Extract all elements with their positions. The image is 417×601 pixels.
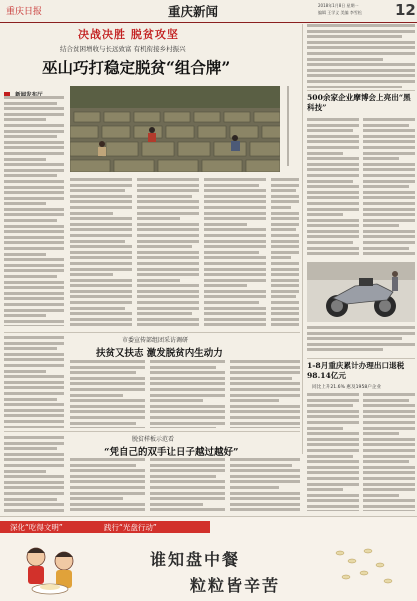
photo-caption: [284, 86, 292, 172]
main-kicker: 结合贫困增收与长远致富 有机衔接乡村振兴: [60, 45, 186, 53]
children-eating-illustration: [18, 539, 88, 597]
rice-grain-icon: [330, 543, 400, 593]
lower-story-column-3: [150, 458, 225, 512]
main-story-column-4: [204, 178, 266, 326]
paper-logo: 重庆日报: [6, 7, 43, 17]
export-story-headline: 1-8月重庆累计办理出口退税98.14亿元: [307, 361, 405, 380]
main-story-left-column: [4, 96, 64, 326]
export-story-subhead: 同比上升21.6% 惠及1958户企业: [312, 385, 382, 390]
ad-rice-grain-decor: [330, 543, 400, 593]
ad-poem-line-1: [150, 547, 240, 570]
motorcycle-photo: [307, 262, 415, 322]
side-story-right-column: [363, 118, 415, 258]
mid-feature-tag: 市委宣传部组团采访调研: [122, 337, 189, 344]
mid-feature-left-text: [4, 336, 64, 428]
ad-slogan-left: 深化“吃得文明”: [10, 523, 63, 532]
export-story-top-rule: [307, 358, 415, 359]
editors-line: 编辑 王学义 美编 李雪松: [318, 10, 362, 15]
lower-story-column-4: [230, 458, 300, 512]
farm-field-image: [70, 86, 280, 172]
ad-illustration: [18, 539, 88, 597]
export-story-left-column: [307, 393, 359, 511]
right-column-top-text: [307, 24, 415, 88]
banner-text: 决战决胜 脱贫攻坚: [78, 28, 179, 41]
main-photo: [70, 86, 280, 172]
main-story-column-5: [271, 178, 299, 326]
ad-poem-line-2-text: 粒粒皆辛苦: [190, 576, 281, 595]
main-story-column-2: [70, 178, 132, 326]
ad-slogan-right: 践行“光盘行动”: [104, 523, 157, 532]
side-story-bottom-text: [307, 326, 415, 356]
column-divider: [302, 24, 303, 454]
ad-poem-line-2: [190, 573, 280, 596]
page-number: 12: [395, 1, 416, 19]
side-story-left-column: [307, 118, 359, 258]
side-story-top-rule: [307, 90, 415, 91]
motorcycle-image: [307, 262, 415, 322]
masthead: [0, 0, 417, 23]
lower-story-column-2: [70, 458, 145, 512]
main-story-column-3: [137, 178, 199, 326]
main-story-banner: [78, 23, 274, 41]
mid-feature-top-rule: [4, 332, 300, 333]
lower-story-column-1: [4, 436, 64, 512]
lower-story-top-rule: [4, 431, 300, 432]
ad-red-banner: [0, 521, 210, 533]
date-line: 2018年1月8日 星期一: [318, 3, 359, 8]
side-story-headline: 500余家企业摩博会上亮出“黑科技”: [307, 93, 411, 112]
mid-feature-column-4: [230, 360, 300, 428]
ad-poem-line-1-text: 谁知盘中餐: [150, 550, 241, 569]
mid-feature-headline: 扶贫又扶志 激发脱贫内生动力: [96, 348, 223, 359]
lower-story-tag: 脱贫样板示范看: [132, 436, 175, 443]
mid-feature-column-3: [150, 360, 225, 428]
export-story-right-column: [363, 393, 415, 511]
bottom-ad: [0, 516, 417, 601]
mid-feature-column-2: [70, 360, 145, 428]
lower-story-headline: “凭自己的双手让日子越过越好”: [104, 447, 239, 458]
section-title: 重庆新闻: [168, 4, 219, 19]
main-headline: 巫山巧打稳定脱贫“组合牌”: [42, 58, 231, 77]
sub-label: [4, 84, 64, 93]
